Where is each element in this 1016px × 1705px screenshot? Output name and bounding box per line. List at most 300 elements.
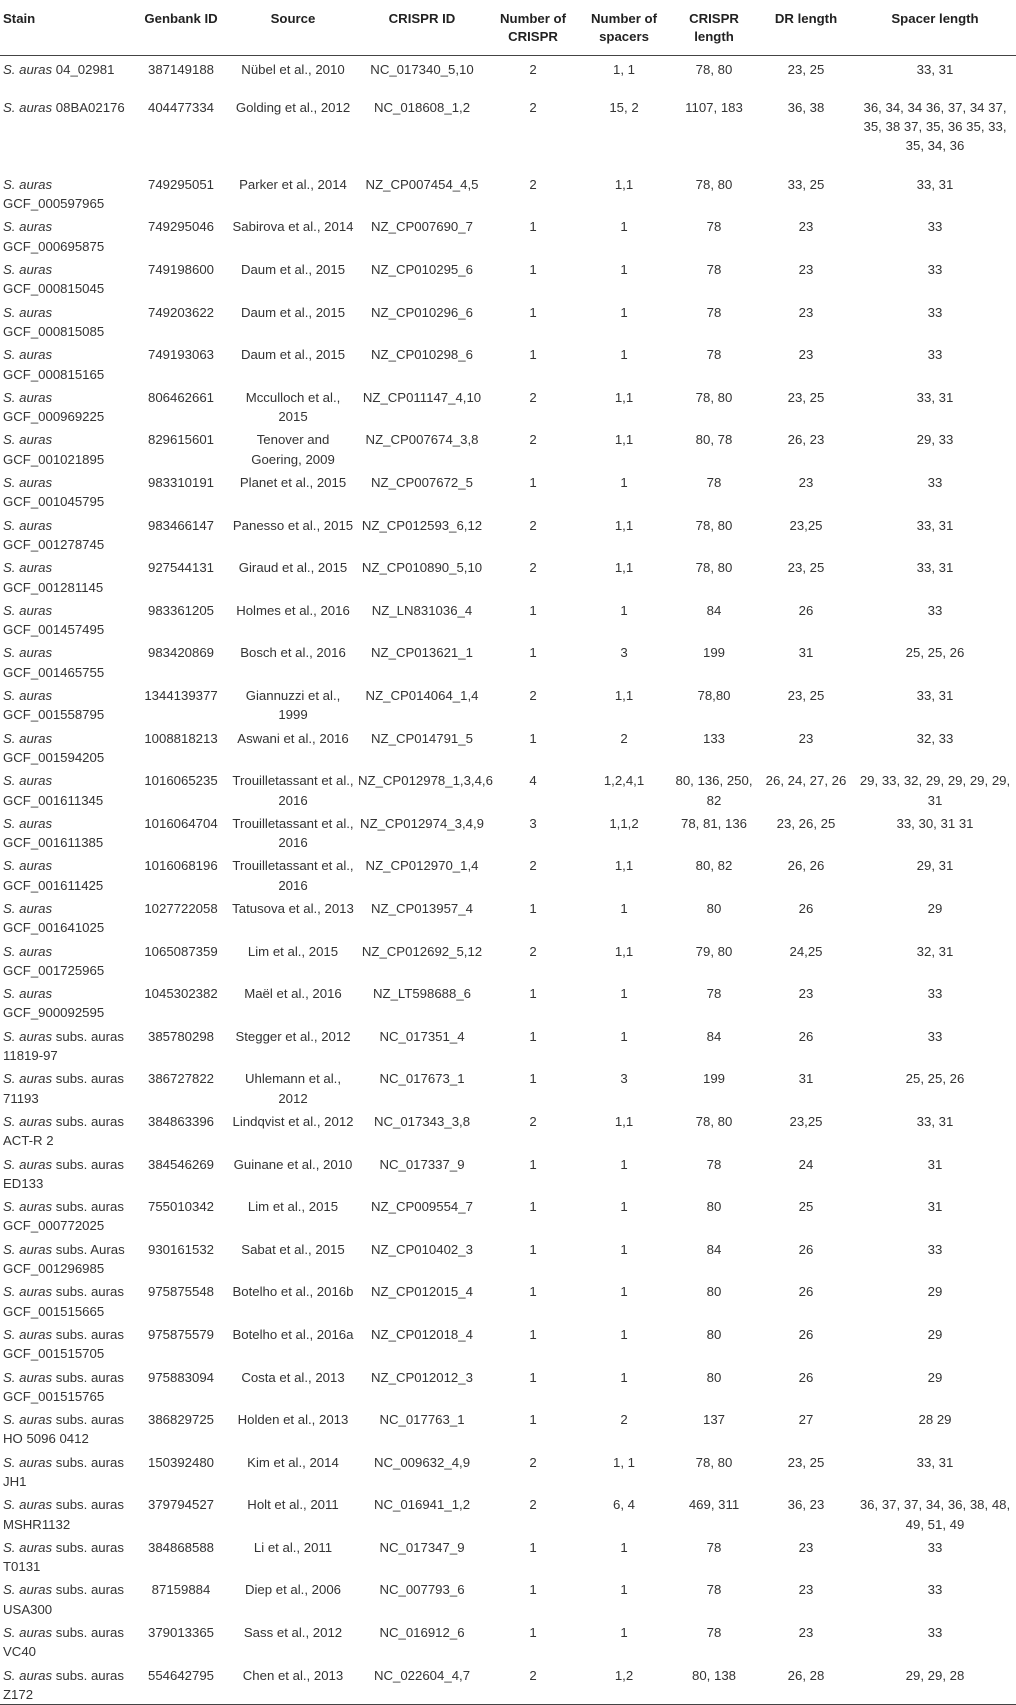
strain-name: GCF_001465755 (3, 664, 105, 680)
dr-length-cell: 23, 25 (787, 560, 825, 576)
crispr-length-cell: 78, 80 (695, 1113, 733, 1129)
strain-name: GCF_000815045 (3, 281, 105, 297)
genbank-id-cell: 379013365 (147, 1625, 214, 1641)
table-row (0, 1491, 1016, 1534)
species-name: S. auras (3, 262, 53, 278)
strain-cell (0, 1406, 132, 1449)
strain-cell (0, 299, 132, 342)
spacer-length-cell: 33 (927, 1582, 943, 1598)
spacer-length-cell: 33, 31 (916, 560, 954, 576)
species-name: S. auras (3, 389, 53, 405)
number-of-spacers-cell: 1 (620, 1582, 628, 1598)
crispr-length-cell: 78 (706, 304, 722, 320)
source-cell: Lindqvist et al., 2012 (232, 1113, 354, 1129)
spacer-length-cell: 33 (927, 347, 943, 363)
crispr-length-cell: 78, 80 (695, 517, 733, 533)
crispr-length-cell: 78, 80 (695, 176, 733, 192)
genbank-id-cell: 386829725 (147, 1412, 214, 1428)
crispr-length-cell: 80, 138 (670, 1662, 758, 1705)
strain-cell (0, 94, 132, 171)
table-row (0, 938, 1016, 981)
number-of-crispr-cell: 1 (529, 1284, 537, 1300)
crispr-id-cell: NC_017337_9 (379, 1156, 465, 1172)
table-row (0, 256, 1016, 299)
spacer-length-cell: 29, 31 (916, 858, 954, 874)
spacer-length-cell: 33 (927, 986, 943, 1002)
genbank-id-cell: 554642795 (132, 1662, 230, 1705)
strain-cell (0, 56, 132, 94)
strain-name: 08BA02176 (52, 99, 125, 115)
table-row (0, 1534, 1016, 1577)
strain-name: subs. auras 71193 (3, 1071, 124, 1106)
number-of-crispr-cell: 1 (529, 1199, 537, 1215)
dr-length-cell: 23,25 (789, 1113, 823, 1129)
strain-cell (0, 767, 132, 810)
strain-name: subs. auras ACT-R 2 (3, 1113, 124, 1149)
species-name: S. auras (3, 688, 53, 704)
number-of-crispr-cell: 1 (529, 1369, 537, 1385)
crispr-id-cell: NZ_CP012015_4 (371, 1284, 473, 1300)
crispr-length-cell: 84 (706, 602, 722, 618)
strain-cell (0, 1662, 132, 1705)
strain-cell (0, 1023, 132, 1066)
strain-cell (0, 1236, 132, 1279)
table-row (0, 1278, 1016, 1321)
source-cell: Diep et al., 2006 (244, 1582, 342, 1598)
number-of-spacers-cell: 1,2 (578, 1662, 670, 1705)
source-cell: Parker et al., 2014 (239, 176, 347, 192)
source-cell: Kim et al., 2014 (247, 1454, 339, 1470)
header-crispr-length: CRISPR length (670, 0, 758, 56)
number-of-crispr-cell: 2 (529, 688, 537, 704)
dr-length-cell: 23 (798, 730, 814, 746)
table-row (0, 597, 1016, 640)
number-of-crispr-cell: 2 (529, 1454, 537, 1470)
spacer-length-cell: 33 (927, 1241, 943, 1257)
number-of-spacers-cell: 1,1 (614, 1113, 634, 1129)
crispr-id-cell: NC_017347_9 (379, 1539, 465, 1555)
crispr-id-cell: NC_007793_6 (379, 1582, 465, 1598)
table-header (0, 0, 1016, 56)
number-of-spacers-cell: 1,1 (614, 389, 634, 405)
species-name: S. auras (3, 176, 53, 192)
number-of-crispr-cell: 2 (529, 432, 537, 448)
strain-cell (0, 852, 132, 895)
crispr-length-cell: 84 (706, 1028, 722, 1044)
number-of-spacers-cell: 1, 1 (613, 1454, 635, 1470)
table-row (0, 171, 1016, 214)
crispr-length-cell: 78 (706, 1625, 722, 1641)
number-of-crispr-cell: 1 (529, 1156, 537, 1172)
number-of-spacers-cell: 1 (620, 1539, 628, 1555)
crispr-length-cell: 80, 82 (695, 858, 733, 874)
spacer-length-cell: 33 (927, 475, 943, 491)
strain-name: GCF_001281145 (3, 579, 104, 595)
table-row (0, 980, 1016, 1023)
crispr-length-cell: 80 (706, 1369, 722, 1385)
number-of-spacers-cell: 1 (620, 900, 628, 916)
species-name: S. auras (3, 730, 53, 746)
source-cell: Golding et al., 2012 (235, 99, 351, 115)
dr-length-cell: 24,25 (789, 943, 823, 959)
crispr-length-cell: 469, 311 (688, 1497, 740, 1513)
genbank-id-cell: 749295051 (147, 176, 214, 192)
strain-name: GCF_900092595 (3, 1005, 105, 1021)
strain-cell (0, 1193, 132, 1236)
crispr-id-cell: NC_017343_3,8 (373, 1113, 471, 1129)
spacer-length-cell: 33 (927, 1625, 943, 1641)
dr-length-cell: 33, 25 (787, 176, 825, 192)
crispr-id-cell: NC_017351_4 (379, 1028, 465, 1044)
genbank-id-cell: 983310191 (147, 475, 214, 491)
source-cell: Holt et al., 2011 (247, 1497, 339, 1513)
number-of-spacers-cell: 1 (620, 475, 628, 491)
spacer-length-cell: 33, 31 (916, 62, 954, 77)
strain-cell (0, 341, 132, 384)
crispr-length-cell: 78, 80 (695, 560, 733, 576)
number-of-crispr-cell: 1 (529, 1412, 537, 1428)
strain-cell (0, 1449, 132, 1492)
source-cell: Lim et al., 2015 (247, 1199, 339, 1215)
species-name: S. auras (3, 943, 53, 959)
spacer-length-cell: 29 (927, 1326, 943, 1342)
source-cell: Stegger et al., 2012 (235, 1028, 351, 1044)
crispr-id-cell: NC_018608_1,2 (373, 99, 471, 115)
species-name: S. auras (3, 773, 53, 789)
genbank-id-cell: 384863396 (147, 1113, 214, 1129)
source-cell: Nübel et al., 2010 (241, 62, 345, 77)
crispr-id-cell: NZ_CP012970_1,4 (365, 858, 479, 874)
dr-length-cell: 23, 25 (787, 62, 825, 77)
table-row (0, 426, 1016, 469)
species-name: S. auras (3, 1028, 53, 1044)
crispr-id-cell: NZ_CP010295_6 (371, 262, 473, 278)
strain-cell (0, 639, 132, 682)
number-of-spacers-cell: 1 (620, 602, 628, 618)
crispr-id-cell: NZ_CP012593_6,12 (361, 517, 483, 533)
genbank-id-cell: 1344139377 (144, 688, 218, 704)
strain-name: 04_02981 (52, 62, 115, 77)
number-of-spacers-cell: 1,1 (614, 943, 634, 959)
number-of-spacers-cell: 3 (620, 1071, 628, 1087)
source-cell: Botelho et al., 2016a (232, 1326, 354, 1342)
number-of-crispr-cell: 1 (529, 730, 537, 746)
crispr-id-cell: NC_022604_4,7 (356, 1662, 488, 1705)
table-row (0, 895, 1016, 938)
genbank-id-cell: 975883094 (147, 1369, 214, 1385)
strain-cell (0, 512, 132, 555)
spacer-length-cell: 31 (927, 1156, 943, 1172)
crispr-id-cell: NZ_LN831036_4 (371, 602, 473, 618)
species-name: S. auras (3, 1454, 53, 1470)
crispr-length-cell: 80 (706, 1199, 722, 1215)
table-row (0, 1449, 1016, 1492)
number-of-spacers-cell: 15, 2 (609, 99, 639, 115)
genbank-id-cell: 749203622 (147, 304, 214, 320)
genbank-id-cell: 1027722058 (144, 900, 218, 916)
dr-length-cell: 24 (798, 1156, 814, 1172)
strain-cell (0, 1576, 132, 1619)
table-row (0, 1108, 1016, 1151)
source-cell: Uhlemann et al., 2012 (244, 1071, 342, 1106)
strain-name: subs. auras GCF_001515665 (3, 1284, 124, 1319)
species-name: S. auras (3, 1199, 53, 1215)
genbank-id-cell: 983420869 (147, 645, 214, 661)
crispr-id-cell: NZ_CP010890_5,10 (361, 560, 483, 576)
header-spacer-length: Spacer length (854, 0, 1016, 56)
species-name: S. auras (3, 1582, 53, 1598)
number-of-spacers-cell: 2 (620, 1412, 628, 1428)
spacer-length-cell: 33 (927, 262, 943, 278)
spacer-length-cell: 32, 33 (916, 730, 954, 746)
strain-cell (0, 980, 132, 1023)
genbank-id-cell: 983361205 (147, 602, 214, 618)
dr-length-cell: 23 (798, 1539, 814, 1555)
strain-cell (0, 1108, 132, 1151)
dr-length-cell: 23 (798, 304, 814, 320)
spacer-length-cell: 29, 33, 32, 29, 29, 29, 29, 31 (859, 773, 1011, 808)
dr-length-cell: 23,25 (789, 517, 823, 533)
crispr-id-cell: NC_017673_1 (379, 1071, 465, 1087)
number-of-crispr-cell: 3 (529, 815, 537, 831)
strain-name: subs. auras GCF_000772025 (3, 1199, 124, 1234)
strain-name: GCF_001021895 (3, 451, 105, 467)
header-number-of-spacers: Number of spacers (578, 0, 670, 56)
number-of-crispr-cell: 1 (529, 1241, 537, 1257)
number-of-spacers-cell: 3 (620, 645, 628, 661)
species-name: S. auras (3, 219, 53, 235)
source-cell: Chen et al., 2013 (230, 1662, 356, 1705)
dr-length-cell: 23, 25 (787, 389, 825, 405)
spacer-length-cell: 33 (927, 219, 943, 235)
genbank-id-cell: 749198600 (147, 262, 214, 278)
number-of-crispr-cell: 1 (529, 304, 537, 320)
number-of-crispr-cell: 2 (529, 1497, 537, 1513)
number-of-spacers-cell: 1 (620, 304, 628, 320)
genbank-id-cell: 387149188 (147, 62, 214, 77)
strain-cell (0, 895, 132, 938)
crispr-id-cell: NZ_CP012978_1,3,4,6 (358, 773, 493, 789)
table-row (0, 1023, 1016, 1066)
crispr-id-cell: NZ_CP011147_4,10 (362, 389, 482, 405)
crispr-length-cell: 199 (702, 1071, 725, 1087)
source-cell: Maël et al., 2016 (244, 986, 342, 1002)
number-of-spacers-cell: 1,1 (614, 858, 634, 874)
strain-cell (0, 1278, 132, 1321)
table-row (0, 1576, 1016, 1619)
crispr-length-cell: 78 (706, 347, 722, 363)
crispr-id-cell: NC_016912_6 (379, 1625, 465, 1641)
spacer-length-cell: 29 (927, 1284, 943, 1300)
number-of-crispr-cell: 2 (529, 1113, 537, 1129)
source-cell: Tenover and Goering, 2009 (251, 432, 335, 467)
spacer-length-cell: 33 (927, 1028, 943, 1044)
strain-name: GCF_000815165 (3, 366, 105, 382)
strain-cell (0, 725, 132, 768)
strain-name: subs. auras Z172 (3, 1667, 124, 1702)
source-cell: Trouilletassant et al., 2016 (232, 773, 354, 808)
table-row (0, 213, 1016, 256)
dr-length-cell: 23 (798, 986, 814, 1002)
crispr-id-cell: NZ_CP012974_3,4,9 (360, 815, 484, 831)
strain-name: GCF_001558795 (3, 707, 105, 723)
number-of-crispr-cell: 1 (529, 645, 537, 661)
source-cell: Giraud et al., 2015 (238, 560, 348, 576)
number-of-spacers-cell: 1,1,2 (609, 815, 639, 831)
number-of-crispr-cell: 1 (529, 1326, 537, 1342)
crispr-id-cell: NZ_CP010296_6 (371, 304, 473, 320)
number-of-spacers-cell: 1 (620, 262, 628, 278)
number-of-crispr-cell: 1 (529, 1071, 537, 1087)
crispr-id-cell: NC_016941_1,2 (373, 1497, 471, 1513)
species-name: S. auras (3, 858, 53, 874)
number-of-crispr-cell: 2 (529, 560, 537, 576)
strain-name: subs. auras JH1 (3, 1454, 124, 1489)
strain-name: GCF_000597965 (3, 196, 105, 212)
dr-length-cell: 31 (798, 645, 814, 661)
number-of-spacers-cell: 1 (620, 1028, 628, 1044)
header-source: Source (230, 0, 356, 56)
strain-name: subs. auras MSHR1132 (3, 1497, 124, 1532)
species-name: S. auras (3, 304, 53, 320)
genbank-id-cell: 1016065235 (144, 773, 218, 789)
table-row (0, 341, 1016, 384)
number-of-spacers-cell: 1 (620, 1369, 628, 1385)
table-row (0, 1321, 1016, 1364)
species-name: S. auras (3, 1113, 53, 1129)
genbank-id-cell: 87159884 (151, 1582, 211, 1598)
crispr-id-cell: NZ_CP009554_7 (371, 1199, 473, 1215)
species-name: S. auras (3, 560, 53, 576)
strain-name: GCF_001725965 (3, 962, 105, 978)
table-row (0, 1662, 1016, 1705)
source-cell: Li et al., 2011 (253, 1539, 333, 1555)
strain-name: subs. auras GCF_001515765 (3, 1369, 124, 1404)
number-of-spacers-cell: 1 (620, 1326, 628, 1342)
dr-length-cell: 36, 38 (787, 99, 825, 115)
dr-length-cell: 26, 23 (787, 432, 825, 448)
spacer-length-cell: 29 (927, 1369, 943, 1385)
dr-length-cell: 26 (798, 1241, 814, 1257)
number-of-crispr-cell: 1 (529, 1582, 537, 1598)
spacer-length-cell: 33, 31 (916, 1454, 954, 1470)
number-of-crispr-cell: 2 (529, 389, 537, 405)
species-name: S. auras (3, 900, 53, 916)
number-of-crispr-cell: 2 (529, 62, 537, 77)
number-of-crispr-cell: 4 (529, 773, 537, 789)
source-cell: Daum et al., 2015 (240, 304, 346, 320)
number-of-crispr-cell: 1 (529, 602, 537, 618)
genbank-id-cell: 930161532 (147, 1241, 214, 1257)
crispr-length-cell: 1107, 183 (685, 99, 743, 115)
species-name: S. auras (3, 1369, 53, 1385)
number-of-crispr-cell: 1 (529, 900, 537, 916)
number-of-spacers-cell: 1,1 (614, 560, 634, 576)
source-cell: Sass et al., 2012 (243, 1625, 343, 1641)
source-cell: Trouilletassant et al., 2016 (232, 815, 354, 851)
strain-name: GCF_001278745 (3, 536, 105, 552)
strain-cell (0, 1534, 132, 1577)
strain-name: subs. auras T0131 (3, 1539, 124, 1575)
species-name: S. auras (3, 1241, 53, 1257)
strain-name: subs. auras HO 5096 0412 (3, 1412, 124, 1447)
source-cell: Bosch et al., 2016 (240, 645, 346, 661)
number-of-spacers-cell: 1 (620, 1284, 628, 1300)
strain-name: GCF_000969225 (3, 409, 105, 425)
dr-length-cell: 31 (798, 1071, 814, 1087)
strain-cell (0, 554, 132, 597)
spacer-length-cell: 33, 30, 31 31 (896, 815, 974, 831)
number-of-crispr-cell: 1 (529, 262, 537, 278)
number-of-crispr-cell: 1 (529, 347, 537, 363)
table-row (0, 469, 1016, 512)
spacer-length-cell: 33 (927, 602, 943, 618)
species-name: S. auras (3, 347, 53, 363)
source-cell: Planet et al., 2015 (239, 475, 347, 491)
header-genbank-id: Genbank ID (132, 0, 230, 56)
spacer-length-cell: 33 (927, 304, 943, 320)
crispr-id-cell: NZ_CP010402_3 (371, 1241, 473, 1257)
strain-name: subs. auras ED133 (3, 1156, 124, 1191)
strain-cell (0, 810, 132, 853)
genbank-id-cell: 806462661 (147, 389, 214, 405)
spacer-length-cell: 31 (927, 1199, 943, 1215)
source-cell: Botelho et al., 2016b (232, 1284, 354, 1300)
crispr-length-cell: 78, 80 (695, 62, 733, 77)
table-row (0, 852, 1016, 895)
number-of-crispr-cell: 2 (529, 858, 537, 874)
genbank-id-cell: 404477334 (147, 99, 214, 115)
crispr-length-cell: 133 (702, 730, 725, 746)
strain-name: GCF_000695875 (3, 238, 105, 254)
number-of-spacers-cell: 1 (620, 347, 628, 363)
number-of-spacers-cell: 1 (620, 1199, 628, 1215)
spacer-length-cell: 33, 31 (916, 1113, 954, 1129)
number-of-spacers-cell: 1 (620, 1625, 628, 1641)
crispr-id-cell: NC_009632_4,9 (373, 1454, 471, 1470)
crispr-length-cell: 80 (706, 1284, 722, 1300)
number-of-spacers-cell: 1,2,4,1 (603, 773, 645, 789)
genbank-id-cell: 150392480 (147, 1454, 214, 1470)
strain-cell (0, 1321, 132, 1364)
table-row (0, 639, 1016, 682)
strain-cell (0, 256, 132, 299)
strain-name: subs. auras VC40 (3, 1625, 124, 1660)
source-cell: Panesso et al., 2015 (232, 517, 354, 533)
crispr-length-cell: 78 (706, 1539, 722, 1555)
crispr-length-cell: 78, 81, 136 (681, 815, 747, 831)
genbank-id-cell: 983466147 (147, 517, 214, 533)
species-name: S. auras (3, 602, 53, 618)
dr-length-cell: 25 (798, 1199, 814, 1215)
dr-length-cell: 23 (798, 347, 814, 363)
genbank-id-cell: 1016068196 (144, 858, 218, 874)
strain-name: GCF_001594205 (3, 749, 105, 765)
strain-name: GCF_000815085 (3, 323, 105, 339)
table-row (0, 554, 1016, 597)
number-of-spacers-cell: 2 (620, 730, 628, 746)
crispr-length-cell: 78, 80 (695, 1454, 733, 1470)
table-row (0, 512, 1016, 555)
number-of-spacers-cell: 1,1 (614, 688, 634, 704)
source-cell: Holden et al., 2013 (237, 1412, 349, 1428)
table-row (0, 1364, 1016, 1407)
spacer-length-cell: 29 (927, 900, 943, 916)
species-name: S. auras (3, 62, 53, 77)
strain-name: GCF_001641025 (3, 920, 105, 936)
source-cell: Daum et al., 2015 (240, 262, 346, 278)
crispr-id-cell: NC_017763_1 (379, 1412, 465, 1428)
